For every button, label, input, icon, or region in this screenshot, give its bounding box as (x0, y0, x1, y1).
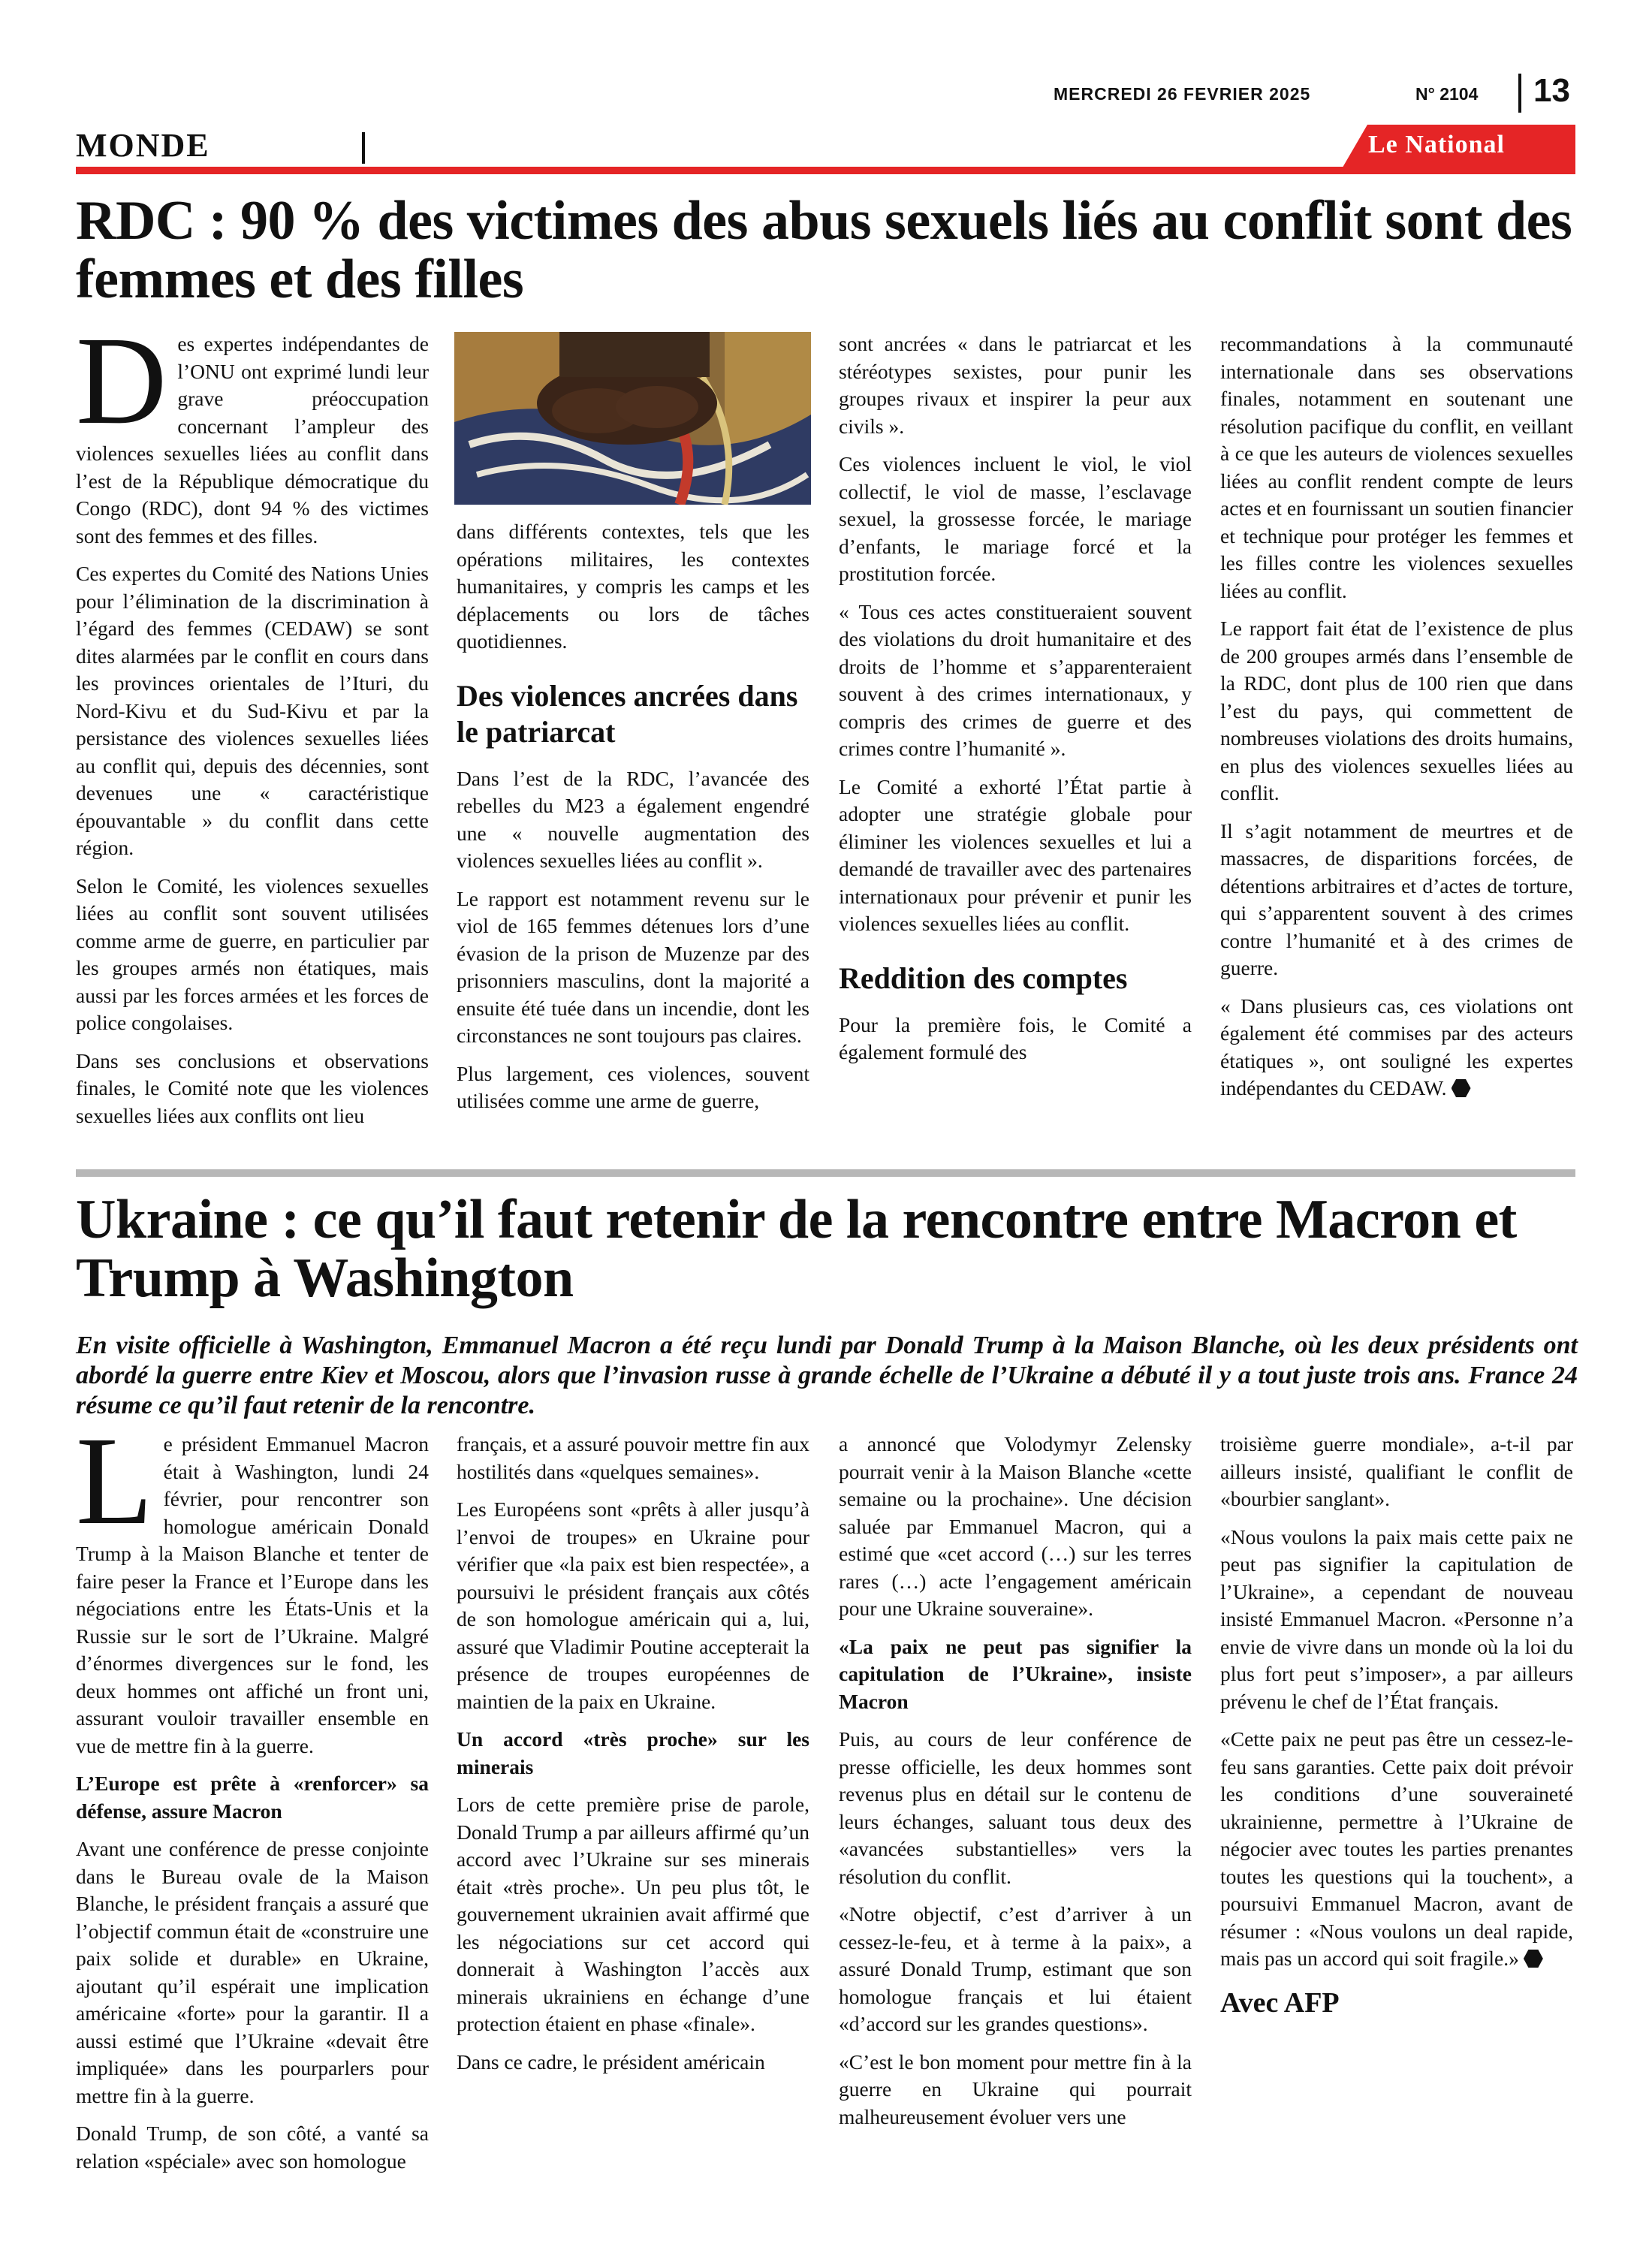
paragraph: «C’est le bon moment pour mettre fin à la guerre en Ukraine qui pourrait malheureusement évoluer vers une (839, 2049, 1192, 2128)
paragraph: Dans ses conclusions et observations finales, le Comité note que les violences sexuelles liées aux conflits ont lieu (76, 1048, 429, 1127)
photo-illustration (454, 332, 811, 505)
article-column (457, 518, 809, 1126)
subheading: L’Europe est prête à «renforcer» sa défense, assure Macron (76, 1772, 429, 1823)
paragraph: français, et a assuré pouvoir mettre fin aux hostilités dans «quelques semaines». (457, 1432, 809, 1483)
section-divider (362, 132, 365, 164)
paragraph: sont ancrées « dans le patriarcat et les stéréotypes sexistes, pour punir les groupes rivaux et inspirer la peur aux civils ». (839, 332, 1192, 438)
paragraph: dans différents contextes, tels que les opérations militaires, les contextes humanitaires, y compris les camps et les déplacements ou lors de tâches quotidiennes. (457, 520, 809, 653)
paragraph-text: « Dans plusieurs cas, ces violations ont également été commises par des acteurs étatiques », ont souligné les expertes indépendantes du CEDAW. (1220, 994, 1573, 1099)
paragraph: Lors de cette première prise de parole, Donald Trump a par ailleurs affirmé qu’un accord avec l’Ukraine sur ses minerais était «très proche». Un peu plus tôt, le gouvernement ukrainien avait affirmé que les négociations sur cet accord qui donnerait à Washington l’accès aux minerais ukrainiens en échange d’une protection étaient en phase «finale». (457, 1793, 809, 2035)
paragraph: Dans l’est de la RDC, l’avancée des rebelles du M23 a également engendré une « nouvelle augmentation des violences sexuelles liées au conflit ». (457, 766, 809, 872)
article-column (1220, 1431, 1573, 2019)
paragraph: troisième guerre mondiale», a-t-il par ailleurs insisté, qualifiant le conflit de «bourbier sanglant». (1220, 1432, 1573, 1510)
paragraph: Le rapport fait état de l’existence de plus de 200 groupes armés dans l’ensemble de la RDC, dont plus de 100 rien que dans l’est du pays, qui commettent de nombreuses violations des droits humains, en plus des violences sexuelles liées au conflit. (1220, 617, 1573, 804)
page-number-divider (1518, 74, 1521, 113)
article-lede: En visite officielle à Washington, Emmanuel Macron a été reçu lundi par Donald Trump à la Maison Blanche, où les deux présidents ont abordé la guerre entre Kiev et Moscou, alors que l’invasion russe à grande échelle de l’Ukraine a débuté il y a tout juste trois ans. France 24 résume ce qu’il faut retenir de la rencontre. (76, 1332, 1578, 1419)
paragraph: Ces expertes du Comité des Nations Unies pour l’élimination de la discrimination à l’égard des femmes (CEDAW) se sont dites alarmées par le conflit en cours dans les provinces orientales de l’Ituri, du Nord-Kivu et du Sud-Kivu et par la persistance des violences sexuelles liées au conflit qui, depuis des décennies, sont devenues une « caractéristique épouvantable » du conflit dans cette région. (76, 562, 429, 859)
paragraph: es expertes indépendantes de l’ONU ont exprimé lundi leur grave préoccupation concernant l’ampleur des violences sexuelles liées au conflit dans l’est de la République démocratique du Congo (RDC), dont 94 % des victimes sont des femmes et des filles. (76, 332, 429, 547)
paragraph: Avant une conférence de presse conjointe dans le Bureau ovale de la Maison Blanche, le président français a assuré que l’objectif commun était de «construire une paix solide et durable» en Ukraine, ajoutant qu’il espérait une implication américaine «forte» pour la garantir. Il a aussi estimé que l’Ukraine «devait être impliquée» dans les pourparlers pour mettre fin à la guerre. (76, 1837, 429, 2107)
paragraph: a annoncé que Volodymyr Zelensky pourrait venir à la Maison Blanche «cette semaine ou la prochaine». Une décision saluée par Emmanuel Macron, qui a estimé que «cet accord (…) sur les terres rares (…) acte l’engagement américain pour une Ukraine souveraine». (839, 1432, 1192, 1620)
paragraph (1220, 993, 1573, 1102)
paragraph: Le Comité a exhorté l’État partie à adopter une stratégie globale pour éliminer les violences sexuelles et lui a demandé de travailler avec des partenaires internationaux pour prévenir et punir les violences sexuelles liées au conflit. (839, 774, 1192, 935)
paragraph: Plus largement, ces violences, souvent utilisées comme une arme de guerre, (457, 1061, 809, 1112)
paragraph (1220, 1726, 1573, 1973)
paragraph: Le rapport est notamment revenu sur le viol de 165 femmes détenues lors d’une évasion de la prison de Muzenze par des prisonniers masculins, dont la majorité a ensuite été tuée dans un incendie, dont les circonstances ne sont toujours pas claires. (457, 886, 809, 1047)
paragraph: «Notre objectif, c’est d’arriver à un cessez-le-feu, et à terme à la paix», a assuré Donald Trump, estimant que son homologue français et lui étaient «d’accord sur les grandes questions». (839, 1902, 1192, 2035)
paragraph: Pour la première fois, le Comité a également formulé des (839, 1012, 1192, 1063)
article-headline: Ukraine : ce qu’il faut retenir de la rencontre entre Macron et Trump à Washington (76, 1189, 1517, 1309)
paragraph: Donald Trump, de son côté, a vanté sa relation «spéciale» avec son homologue (76, 2122, 429, 2173)
paragraph: «Nous voulons la paix mais cette paix ne peut pas signifier la capitulation de l’Ukraine», a cependant de nouveau insisté Emmanuel Macron. «Personne n’a envie de vivre dans un monde où la loi du plus fort peut s’imposer», a par ailleurs prévenu le chef de l’État français. (1220, 1525, 1573, 1713)
paragraph: Les Européens sont «prêts à aller jusqu’à l’envoi de troupes» en Ukraine pour vérifier que «la paix est bien respectée», a poursuivi le président français aux côtés de son homologue américain qui a, lui, assuré que Vladimir Poutine accepterait la présence de troupes européennes de maintien de la paix en Ukraine. (457, 1497, 809, 1713)
end-mark-icon (1524, 1950, 1543, 1968)
article-photo (454, 332, 811, 505)
section-title: MONDE (76, 127, 210, 164)
paragraph: e président Emmanuel Macron était à Washington, lundi 24 février, pour rencontrer son homologue américain Donald Trump à la Maison Blanche et tenter de faire peser la France et l’Europe dans les négociations entre les États-Unis et la Russie sur le sort de l’Ukraine. Malgré d’énormes divergences sur le fond, les deux hommes ont affiché un front uni, assurant vouloir travailler ensemble en vue de mettre fin à la guerre. (76, 1432, 429, 1757)
article-column (839, 1431, 1192, 2141)
subheading: «La paix ne peut pas signifier la capitulation de l’Ukraine», insiste Macron (839, 1634, 1192, 1713)
article-column (839, 330, 1192, 1077)
article-separator (76, 1169, 1575, 1177)
paragraph: Dans ce cadre, le président américain (457, 2049, 765, 2074)
paragraph: Ces violences incluent le viol, le viol collectif, le viol de masse, l’esclavage sexuel, la grossesse forcée, le mariage d’enfants, le mariage forcé et la prostitution forcée. (839, 452, 1192, 585)
page-number: 13 (1533, 72, 1570, 109)
paragraph: Puis, au cours de leur conférence de presse officielle, les deux hommes sont revenus plus en détail sur le contenu de leurs échanges, saluant tous deux des «avancées substantielles» vers la résolution du conflit. (839, 1727, 1192, 1888)
issue-date: MERCREDI 26 FEVRIER 2025 (1054, 84, 1311, 104)
article-column (76, 1411, 429, 2185)
brand-name: Le National (1368, 131, 1505, 158)
article-headline: RDC : 90 % des victimes des abus sexuels liés au conflit sont des femmes et des filles (76, 190, 1572, 310)
drop-cap: L (76, 1411, 153, 1551)
subheading: Reddition des comptes (839, 961, 1128, 995)
end-mark-icon (1452, 1079, 1471, 1097)
subheading: Des violences ancrées dans le patriarcat (457, 678, 798, 749)
byline: Avec AFP (1220, 1986, 1340, 2019)
paragraph: « Tous ces actes constitueraient souvent des violations du droit humanitaire et des droits de l’homme et s’apparenteraient souvent à des crimes internationaux, y compris des crimes de guerre et des crimes contre l’humanité ». (839, 599, 1192, 760)
article-column (1220, 330, 1573, 1113)
issue-number: N° 2104 (1415, 84, 1479, 104)
subheading: Un accord «très proche» sur les minerais (457, 1727, 809, 1778)
article-column (457, 1431, 809, 2086)
paragraph: recommandations à la communauté internationale dans ses observations finales, notamment en soutenant une résolution pacifique du conflit, en veillant à ce que les auteurs de violences sexuelles liées au conflit rendent compte de leurs actes et en fournissant un soutien financier et technique pour protéger les femmes et les filles contre les violences sexuelles liées au conflit. (1220, 332, 1573, 602)
drop-cap: D (76, 311, 167, 451)
paragraph: Il s’agit notamment de meurtres et de massacres, de disparitions forcées, de détentions arbitraires et d’actes de torture, qui s’apparentent souvent à des crimes contre l’humanité et à des crimes de guerre. (1220, 819, 1573, 979)
paragraph-text: «Cette paix ne peut pas être un cessez-le-feu sans garanties. Cette paix doit prévoir les conditions d’une souveraineté ukrainienne, permettre à l’Ukraine de négocier avec toutes les parties prenantes toutes les questions qui la touchent», a poursuivi Emmanuel Macron, avant de résumer : «Nous voulons un deal rapide, mais pas un accord qui soit fragile.» (1220, 1727, 1573, 1970)
article-column (76, 311, 429, 1140)
paragraph: Selon le Comité, les violences sexuelles liées au conflit sont souvent utilisées comme arme de guerre, en particulier par les groupes armés non étatiques, mais aussi par les forces armées et les forces de police congolaises. (76, 873, 429, 1034)
